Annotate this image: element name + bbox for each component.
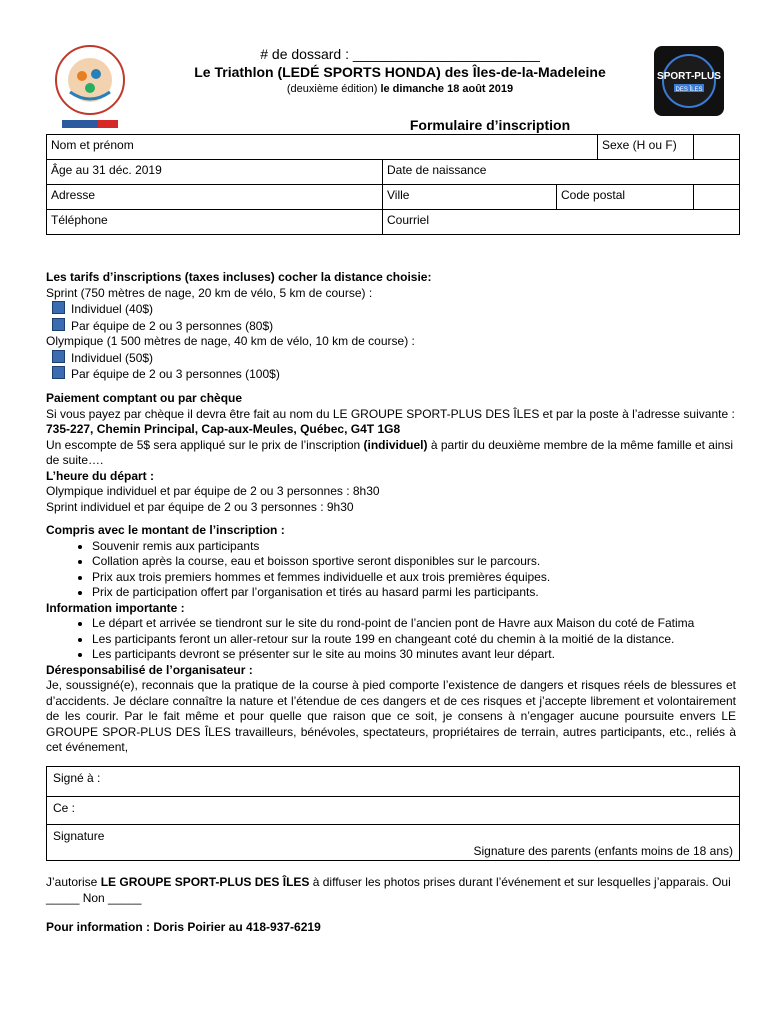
- ville-field[interactable]: Ville: [383, 185, 557, 210]
- code-postal-value[interactable]: [694, 185, 740, 210]
- naissance-field[interactable]: Date de naissance: [383, 160, 740, 185]
- paiement-line: Si vous payez par chèque il devra être fait au nom du LE GROUPE SPORT-PLUS DES ÎLES et par la poste à l’adresse suivante :: [46, 406, 735, 421]
- paiement-address: 735-227, Chemin Principal, Cap-aux-Meules, Québec, G4T 1G8: [46, 422, 401, 436]
- form-title: Formulaire d’inscription: [409, 117, 571, 133]
- olympique-individuel-option[interactable]: [46, 350, 736, 367]
- autorisation-c: à diffuser les photos prises durant l’événement et sur lesquelles j’apparais. Oui _____ Non _____: [46, 875, 731, 905]
- sexe-field[interactable]: Sexe (H ou F): [598, 135, 694, 160]
- signe-field[interactable]: Signé à :: [47, 767, 740, 797]
- olympique-equipe-option[interactable]: [46, 366, 736, 383]
- signature-label: Signature: [53, 829, 105, 843]
- escompte-c: à partir du deuxième membre de la même famille et ainsi de suite….: [46, 437, 733, 467]
- checkbox-icon[interactable]: [52, 350, 65, 363]
- parents-label: Signature des parents (enfants moins de 18 ans): [473, 844, 733, 858]
- telephone-field[interactable]: Téléphone: [47, 210, 383, 235]
- compris-heading: Compris avec le montant de l’inscription :: [46, 523, 285, 537]
- logo-right-text: SPORT-PLUS: [657, 71, 721, 82]
- contact-info: Pour information : Doris Poirier au 418-937-6219: [46, 920, 321, 934]
- registration-grid: [46, 134, 740, 235]
- list-item: • Les participants feront un aller-retour sur la route 199 en changeant coté du chemin à la moitié de la distance.: [92, 632, 736, 648]
- paiement-text: [46, 407, 736, 438]
- checkbox-icon[interactable]: [52, 366, 65, 379]
- paiement-heading: Paiement comptant ou par chèque: [46, 391, 243, 405]
- event-date: le dimanche 18 août 2019: [380, 83, 514, 95]
- olympique-label: Olympique (1 500 mètres de nage, 40 km de vélo, 10 km de course) :: [46, 334, 415, 348]
- paiement-section: [46, 391, 736, 515]
- ce-field[interactable]: Ce :: [47, 797, 740, 825]
- option-label: Par équipe de 2 ou 3 personnes (100$): [71, 367, 280, 381]
- details-section: [46, 523, 736, 756]
- dossard-label: # de dossard : ________________________: [260, 46, 540, 62]
- list-item: • Prix aux trois premiers hommes et femmes individuelle et aux trois premières équipes.: [92, 570, 736, 586]
- page-title: Le Triathlon (LEDÉ SPORTS HONDA) des Îles-de-la-Madeleine: [194, 64, 606, 80]
- depart-sprint: Sprint individuel et par équipe de 2 ou 3 personnes : 9h30: [46, 499, 354, 514]
- triathlon-logo: [48, 40, 132, 132]
- autorisation-text: [46, 875, 736, 906]
- info-list: [46, 616, 736, 663]
- list-item: • Le départ et arrivée se tiendront sur le site du rond-point de l’ancien pont de Havre aux Maison du coté de Fatima: [92, 616, 736, 632]
- decharge-heading: Déresponsabilisé de l’organisateur :: [46, 662, 253, 677]
- autorisation-b: LE GROUPE SPORT-PLUS DES ÎLES: [100, 875, 310, 889]
- list-item: • Souvenir remis aux participants: [92, 539, 736, 555]
- escompte-b: (individuel): [363, 437, 428, 452]
- option-label: Par équipe de 2 ou 3 personnes (80$): [71, 318, 274, 333]
- list-item: • Prix de participation offert par l’organisation et tirés au hasard parmi les participants.: [92, 585, 736, 601]
- tarifs-section: [46, 270, 736, 383]
- autorisation-a: J’autorise: [46, 875, 101, 889]
- code-postal-field[interactable]: Code postal: [557, 185, 694, 210]
- courriel-field[interactable]: Courriel: [383, 210, 740, 235]
- edition: (deuxième édition): [286, 83, 378, 95]
- escompte-text: [46, 438, 736, 469]
- sprint-individuel-option[interactable]: [46, 301, 736, 318]
- escompte-a: Un escompte de 5$ sera appliqué sur le prix de l’inscription: [46, 437, 364, 452]
- option-label: Individuel (40$): [71, 302, 154, 316]
- edition-line: [140, 83, 660, 95]
- signature-field[interactable]: [47, 825, 740, 861]
- adresse-field[interactable]: Adresse: [47, 185, 383, 210]
- option-label: Individuel (50$): [71, 350, 154, 365]
- decharge-text: Je, soussigné(e), reconnais que la pratique de la course à pied comporte l’existence de dangers et risques réels de blessures et d’accidents. Je déclare connaître la nature et l’étendue de ces dangers et de ces risques et j’accepte librement et volontairement de les courir. Par le fait même et pour quelle que raison que ce soit, je consens à n’engager aucune poursuite envers LE GROUPE SPOR-PLUS DES ÎLES travailleurs, bénévoles, spectateurs, propriétaires de terrain, autres participants, etc., reliés à cet événement,: [46, 678, 736, 754]
- signature-box: [46, 766, 740, 861]
- tarifs-heading: Les tarifs d’inscriptions (taxes incluses) cocher la distance choisie:: [46, 270, 432, 284]
- info-heading: Information importante :: [46, 600, 185, 615]
- sexe-value[interactable]: [694, 135, 740, 160]
- depart-olympique: Olympique individuel et par équipe de 2 ou 3 personnes : 8h30: [46, 484, 380, 498]
- checkbox-icon[interactable]: [52, 301, 65, 314]
- sprint-equipe-option[interactable]: [46, 318, 736, 335]
- age-field[interactable]: Âge au 31 déc. 2019: [47, 160, 383, 185]
- list-item: • Les participants devront se présenter sur le site au moins 30 minutes avant leur départ.: [92, 647, 736, 663]
- checkbox-icon[interactable]: [52, 318, 65, 331]
- sport-plus-logo: [654, 46, 724, 116]
- compris-list: [46, 539, 736, 601]
- list-item: • Collation après la course, eau et boisson sportive seront disponibles sur le parcours.: [92, 554, 736, 570]
- logo-right-sub: DES ÎLES: [675, 87, 703, 93]
- sprint-label: Sprint (750 mètres de nage, 20 km de vélo, 5 km de course) :: [46, 285, 373, 300]
- nom-field[interactable]: Nom et prénom: [47, 135, 598, 160]
- depart-heading: L’heure du départ :: [46, 468, 155, 483]
